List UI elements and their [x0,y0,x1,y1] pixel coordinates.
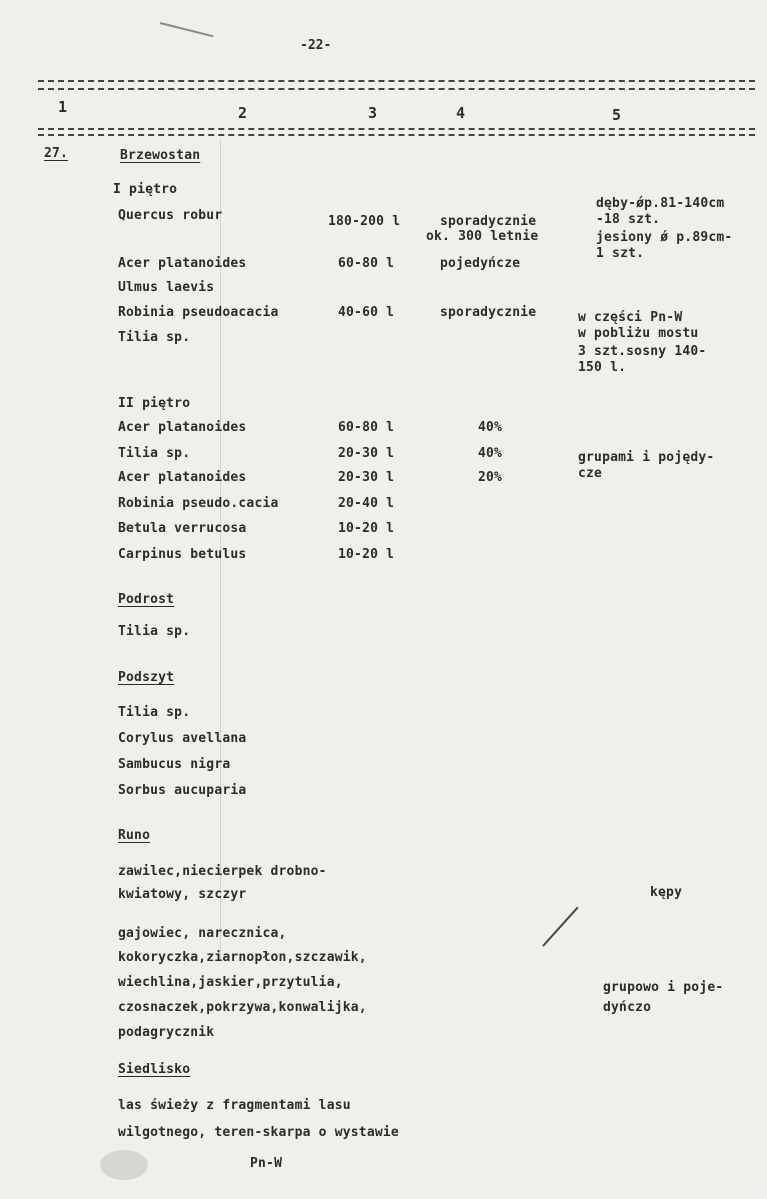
pen-mark-top [160,22,214,37]
age-cell: 20-40 l [338,496,395,511]
runo-note-line: dyńczo [603,1000,652,1015]
table-header-rule [38,128,755,130]
layer1-note-line: dęby-ǿp.81-140cm [596,196,725,211]
column-header-3: 3 [368,104,378,122]
paper-smudge [100,1150,148,1180]
layer1-note-line: w części Pn-W [578,310,683,325]
layer2-note-line: grupami i pojędy- [578,450,715,465]
pen-mark [542,907,578,947]
stand-name: Brzewostan [120,148,201,163]
runo-title: Runo [118,828,151,843]
age-cell: 10-20 l [338,521,395,536]
layer1-note-line: 1 szt. [596,246,645,261]
layer1-title: I piętro [113,182,178,197]
share-cell: sporadycznie [440,305,537,320]
species-row: Quercus robur [118,208,223,223]
table-top-rule [38,80,755,82]
species-row: Tilia sp. [118,330,191,345]
age-cell: 10-20 l [338,547,395,562]
age-cell: 60-80 l [338,256,395,271]
page-number: -22- [300,38,332,53]
species-row: Robinia pseudo.cacia [118,496,279,511]
table-header-rule-2 [38,134,755,136]
podrost-title: Podrost [118,592,175,607]
siedlisko-line: las świeży z fragmentami lasu [118,1098,351,1113]
share-cell-extra: ok. 300 letnie [426,229,539,244]
runo-line: gajowiec, narecznica, [118,926,287,941]
share-cell: 40% [478,446,503,461]
podszyt-item: Corylus avellana [118,731,247,746]
layer1-note-line: jesiony ǿ p.89cm- [596,230,733,245]
species-row: Acer platanoides [118,470,247,485]
siedlisko-line: wilgotnego, teren-skarpa o wystawie [118,1125,399,1140]
column-header-2: 2 [238,104,248,122]
runo-line: zawilec,niecierpek drobno- [118,864,327,879]
age-cell: 60-80 l [338,420,395,435]
runo-line: podagrycznik [118,1025,215,1040]
age-cell: 20-30 l [338,470,395,485]
siedlisko-line: Pn-W [250,1156,283,1171]
species-row: Carpinus betulus [118,547,247,562]
layer2-note-line: cze [578,466,603,481]
layer1-note-line: 150 l. [578,360,627,375]
runo-line: wiechlina,jaskier,przytulia, [118,975,343,990]
share-cell: 40% [478,420,503,435]
podszyt-item: Sambucus nigra [118,757,231,772]
column-header-1: 1 [58,98,68,116]
runo-line: czosnaczek,pokrzywa,konwalijka, [118,1000,367,1015]
layer1-note-line: -18 szt. [596,212,661,227]
species-row: Betula verrucosa [118,521,247,536]
entry-number: 27. [44,146,69,161]
column-header-4: 4 [456,104,466,122]
podszyt-item: Tilia sp. [118,705,191,720]
runo-note: kępy [650,885,683,900]
species-row: Acer platanoides [118,256,247,271]
species-row: Ulmus laevis [118,280,215,295]
runo-note-line: grupowo i poje- [603,980,724,995]
share-cell: sporadycznie [440,214,537,229]
share-cell: pojedyńcze [440,256,521,271]
table-top-rule-2 [38,88,755,90]
age-cell: 20-30 l [338,446,395,461]
runo-line: kokoryczka,ziarnopłon,szczawik, [118,950,367,965]
species-row: Acer platanoides [118,420,247,435]
species-row: Robinia pseudoacacia [118,305,279,320]
layer2-title: II piętro [118,396,191,411]
age-cell: 40-60 l [338,305,395,320]
podszyt-item: Sorbus aucuparia [118,783,247,798]
siedlisko-title: Siedlisko [118,1062,191,1077]
age-cell: 180-200 l [328,214,401,229]
share-cell: 20% [478,470,503,485]
podrost-item: Tilia sp. [118,624,191,639]
column-header-5: 5 [612,106,622,124]
podszyt-title: Podszyt [118,670,175,685]
layer1-note-line: w pobliżu mostu [578,326,699,341]
runo-line: kwiatowy, szczyr [118,887,247,902]
species-row: Tilia sp. [118,446,191,461]
layer1-note-line: 3 szt.sosny 140- [578,344,707,359]
